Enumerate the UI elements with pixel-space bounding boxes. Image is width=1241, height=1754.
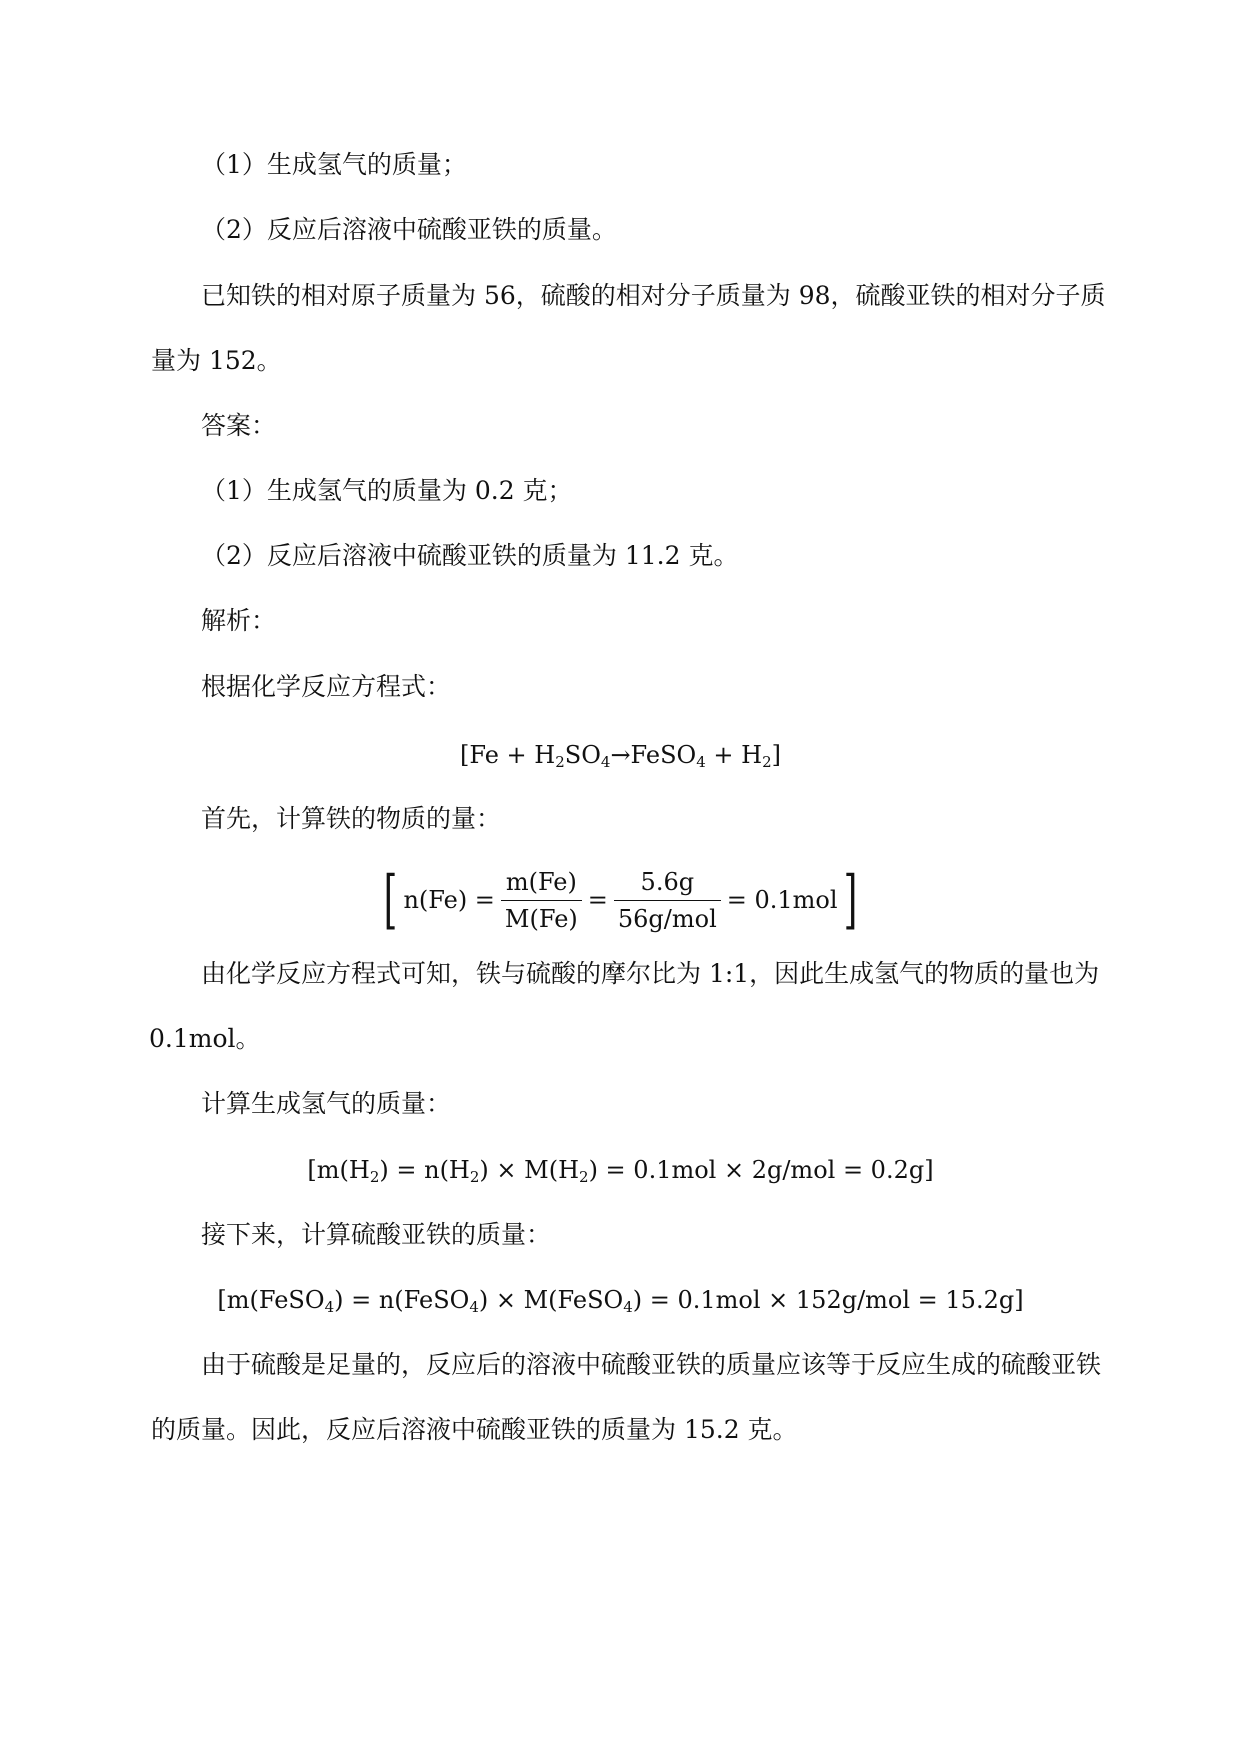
eq-subscript: 2 [579,1168,589,1186]
fraction-values [614,866,721,935]
reaction-equation [0,738,1241,772]
eq-part: n(Fe) = [403,886,495,914]
eq-part: ] [771,741,781,769]
eq-part: →FeSO [610,741,697,769]
fraction-numerator: m(Fe) [501,866,582,901]
known-data-line-1: 已知铁的相对原子质量为 56，硫酸的相对分子质量为 98，硫酸亚铁的相对分子质 [201,281,1106,310]
analysis-label: 解析： [201,606,277,635]
question-2: （2）反应后溶液中硫酸亚铁的质量。 [201,215,617,244]
equation-intro: 根据化学反应方程式： [201,672,452,701]
step-3-text: 接下来，计算硫酸亚铁的质量： [201,1220,552,1249]
fraction-numerator: 5.6g [614,866,721,901]
eq-part: [m(H [307,1156,370,1184]
eq-subscript: 4 [469,1298,479,1316]
answer-2: （2）反应后溶液中硫酸亚铁的质量为 11.2 克。 [201,541,739,570]
eq-subscript: 4 [696,753,706,771]
eq-part: ) = n(FeSO [334,1286,470,1314]
eq-subscript: 2 [469,1168,480,1186]
eq-subscript: 2 [762,753,772,771]
fraction-denominator: 56g/mol [617,904,717,933]
mass-feso4-equation [0,1283,1241,1317]
eq-part: ) × M(H [479,1156,580,1184]
molar-ratio-line-1: 由化学反应方程式可知，铁与硫酸的摩尔比为 1:1，因此生成氢气的物质的量也为 [201,959,1100,988]
conclusion-line-2: 的质量。因此，反应后溶液中硫酸亚铁的质量为 15.2 克。 [151,1415,798,1444]
eq-part: [Fe + H [460,741,556,769]
eq-part: ) = 0.1mol × 152g/mol = 15.2g] [632,1286,1024,1314]
mass-h2-equation [0,1153,1241,1187]
step-1-text: 首先，计算铁的物质的量： [201,804,502,833]
answer-label: 答案： [201,411,277,440]
eq-part: + H [705,741,763,769]
eq-subscript: 4 [600,753,611,771]
question-1: （1）生成氢气的质量； [201,150,467,179]
moles-fe-equation [0,860,1241,940]
eq-part: ) × M(FeSO [478,1286,624,1314]
conclusion-line-1: 由于硫酸是足量的，反应后的溶液中硫酸亚铁的质量应该等于反应生成的硫酸亚铁 [201,1350,1102,1379]
right-bracket: ] [843,863,857,937]
fraction-mass-over-molar-mass [501,866,582,935]
known-data-line-2: 量为 152。 [151,346,282,375]
eq-part: = 0.1mol [726,886,838,914]
eq-subscript: 4 [324,1298,335,1316]
fraction-denominator: M(Fe) [504,904,578,933]
eq-subscript: 2 [369,1168,380,1186]
eq-subscript: 2 [555,753,565,771]
eq-subscript: 4 [623,1298,633,1316]
step-2-text: 计算生成氢气的质量： [201,1089,452,1118]
answer-1: （1）生成氢气的质量为 0.2 克； [201,476,573,505]
eq-part: SO [564,741,601,769]
eq-part: = [587,886,608,914]
eq-part: [m(FeSO [217,1286,325,1314]
left-bracket: [ [384,863,398,937]
eq-part: ) = 0.1mol × 2g/mol = 0.2g] [588,1156,934,1184]
molar-ratio-line-2: 0.1mol。 [149,1024,261,1053]
eq-part: ) = n(H [379,1156,470,1184]
